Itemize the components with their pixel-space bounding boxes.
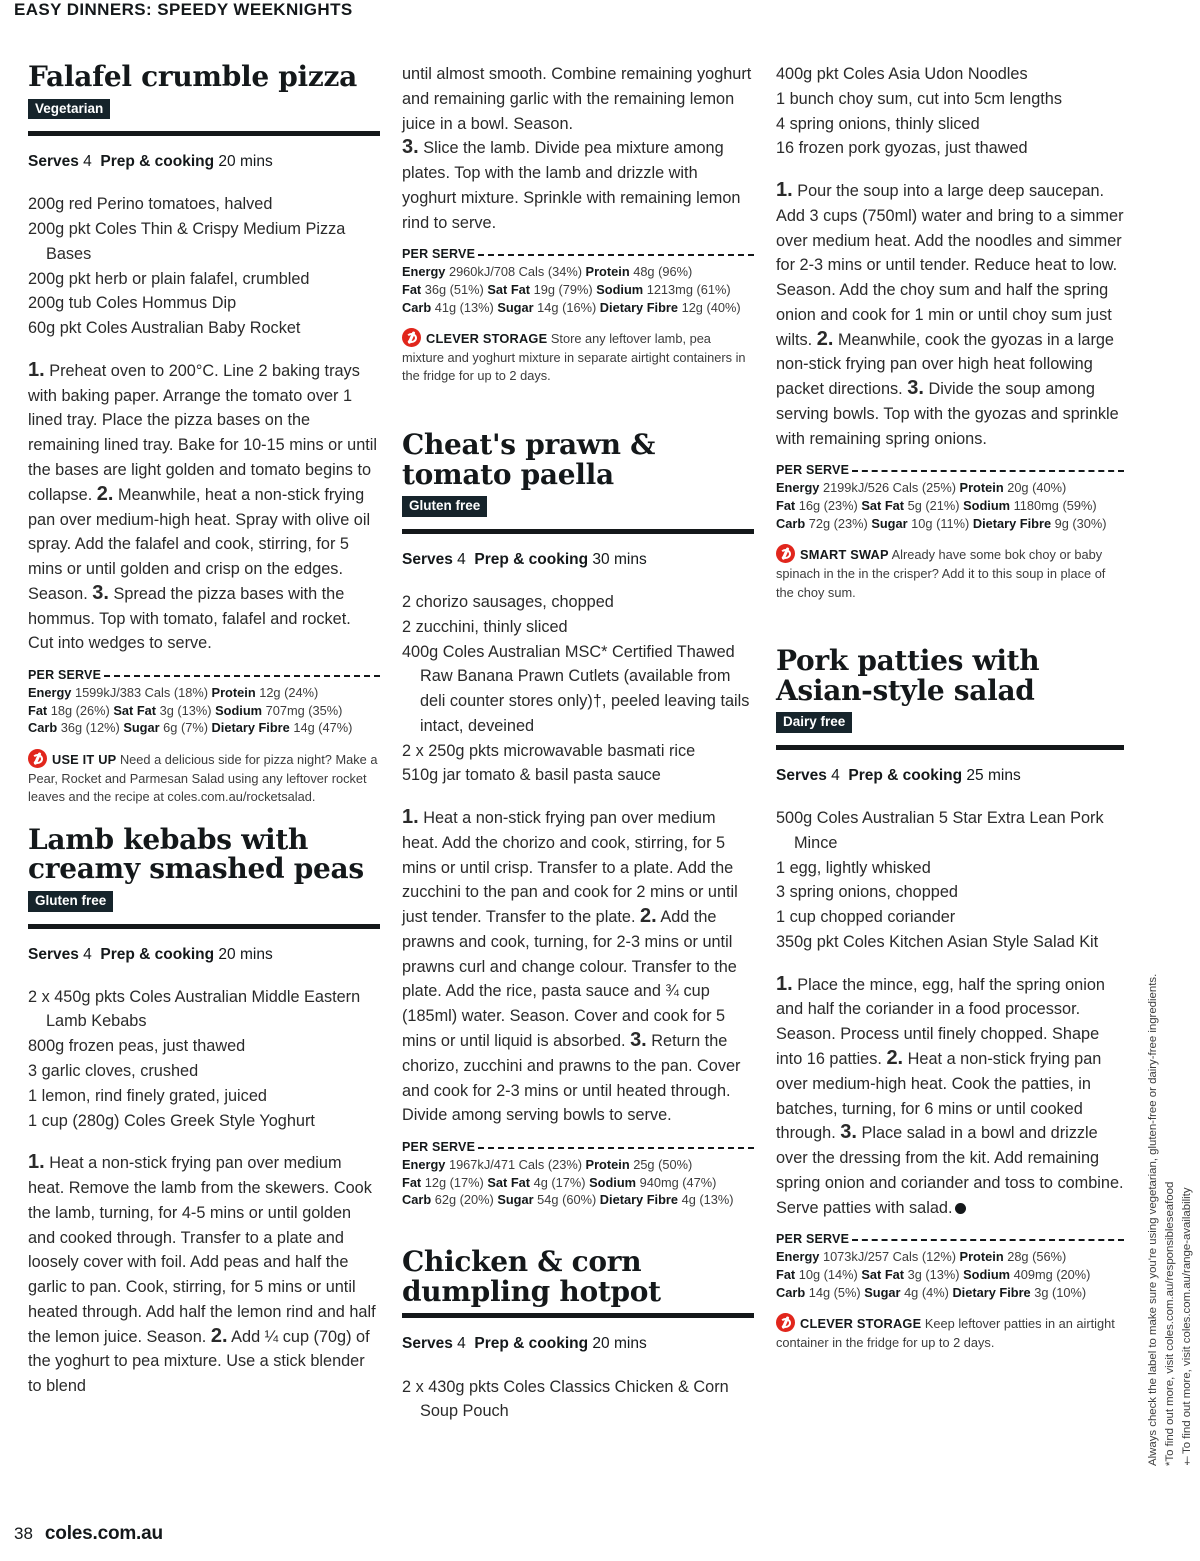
ingredient-item: 400g pkt Coles Asia Udon Noodles	[776, 65, 1028, 83]
column-1	[28, 62, 380, 1442]
per-serve-label: PER SERVE	[776, 1232, 850, 1247]
dashed-rule	[478, 254, 754, 256]
title-rule	[402, 1313, 754, 1318]
tip-use-it-up	[28, 749, 380, 807]
nutrition-panel	[776, 1232, 1124, 1301]
nutrition-row	[402, 1174, 754, 1192]
step-number: 2.	[886, 1046, 904, 1069]
carb-label: Carb	[402, 299, 432, 315]
satfat-value: 4g (17%)	[533, 1174, 586, 1190]
fibre-label: Dietary Fibre	[599, 1192, 679, 1208]
prep-label: Prep & cooking	[100, 153, 215, 171]
ingredient-item: 350g pkt Coles Kitchen Asian Style Salad Kit	[776, 932, 1099, 951]
ingredient-item: 1 cup (280g) Coles Greek Style Yoghurt	[28, 1111, 315, 1130]
step-text: Slice the lamb. Divide pea mixture among plates. Top with the lamb and drizzle with yoghurt mixture. Sprinkle with remaining lemon rind to serve.	[402, 139, 741, 232]
tip-text: Already have some bok choy or baby spinach in the in the crisper? Add it to this soup in place of the choy sum.	[776, 547, 1106, 600]
tip-clever-storage	[776, 1313, 1124, 1352]
recipe-title	[776, 646, 1124, 705]
ingredient-item: 1 bunch choy sum, cut into 5cm lengths	[776, 89, 1062, 108]
step-text: Meanwhile, heat a non-stick frying pan over medium-high heat. Spray with olive oil spray. Add the falafel and cook, stirring, for 5 mins or until golden and crisp on the edges. Season.	[28, 485, 371, 603]
ingredient-item: 200g pkt herb or plain falafel, crumbled	[28, 269, 310, 288]
satfat-value: 3g (13%)	[159, 702, 212, 718]
page-number: 38	[14, 1524, 33, 1543]
hotpot-ingredient-list-continued	[776, 62, 1124, 161]
nutrition-row	[776, 1284, 1124, 1302]
step-text: Heat a non-stick frying pan over medium-high heat. Cook the patties, in batches, turning, for 6 mins or until cooked through.	[776, 1049, 1102, 1143]
protein-label: Protein	[959, 1249, 1004, 1265]
nutrition-header	[28, 668, 380, 682]
fibre-label: Dietary Fibre	[211, 720, 290, 736]
tip-text: Need a delicious side for pizza night? Make a Pear, Rocket and Parmesan Salad using any leftover rocket leaves and the recipe at coles.com.au/rocketsalad.	[28, 752, 378, 805]
satfat-label: Sat Fat	[113, 702, 157, 718]
carb-label: Carb	[28, 720, 58, 736]
ingredient-item: 3 spring onions, chopped	[776, 883, 958, 902]
step-number: 2.	[816, 327, 834, 350]
ingredient-item: 2 x 450g pkts Coles Australian Middle Eastern Lamb Kebabs	[28, 987, 361, 1031]
title-rule	[28, 131, 380, 136]
step-number: 3.	[402, 136, 419, 159]
energy-label: Energy	[402, 264, 446, 280]
nutrition-row	[402, 281, 754, 299]
coles-leaf-icon	[28, 749, 47, 768]
prep-value: 25 mins	[966, 766, 1021, 784]
fibre-value: 14g (47%)	[293, 720, 353, 736]
sodium-label: Sodium	[215, 702, 263, 718]
satfat-label: Sat Fat	[487, 282, 531, 298]
recipe-falafel-crumble-pizza	[28, 62, 380, 807]
protein-value: 12g (24%)	[259, 685, 319, 701]
step-text: Pour the soup into a large deep saucepan. Add 3 cups (750ml) water and bring to a simmer over medium heat. Add the noodles and simmer for 2-3 mins or until tender. Reduce heat to low. Season. Add the choy sum and half the spring onion and cook for 1 min or until choy sum just wilts.	[776, 182, 1124, 349]
recipe-title-line1: Lamb kebabs with	[28, 822, 309, 856]
dashed-rule	[104, 675, 380, 677]
column-3	[776, 62, 1124, 1442]
recipe-title	[402, 1247, 754, 1306]
tip-text: Store any leftover lamb, pea mixture and yoghurt mixture in separate airtight containers in the fridge for up to 2 days.	[402, 331, 746, 384]
sugar-label: Sugar	[871, 515, 908, 531]
carb-value: 14g (5%)	[808, 1284, 861, 1300]
fat-value: 10g (14%)	[798, 1267, 858, 1282]
protein-label: Protein	[211, 685, 256, 701]
step-text: Place salad in a bowl and drizzle over the dressing from the kit. Add remaining spring onion and coriander and toss to combine. Serve patties with salad.	[776, 1124, 1124, 1217]
energy-value: 1967kJ/471 Cals (23%)	[448, 1157, 582, 1173]
tip-text: Keep leftover patties in an airtight container in the fridge for up to 2 days.	[776, 1316, 1115, 1350]
title-rule	[776, 745, 1124, 750]
sugar-value: 6g (7%)	[163, 720, 208, 736]
step-text: Meanwhile, cook the gyozas in a large non-stick frying pan over high heat following packet directions.	[776, 330, 1114, 399]
nutrition-row	[402, 1156, 754, 1174]
protein-label: Protein	[585, 264, 630, 280]
nutrition-row	[776, 497, 1124, 515]
nutrition-row	[28, 684, 380, 702]
ingredient-item: 800g frozen peas, just thawed	[28, 1037, 246, 1056]
fat-value: 12g (17%)	[424, 1174, 484, 1190]
ingredient-item: 3 garlic cloves, crushed	[28, 1062, 199, 1081]
satfat-label: Sat Fat	[861, 1267, 905, 1282]
ingredient-item: 200g red Perino tomatoes, halved	[28, 195, 273, 214]
serves-label: Serves	[28, 153, 79, 171]
ingredient-list	[402, 590, 754, 788]
lamb-method-continued: until almost smooth. Combine remaining yoghurt and remaining garlic with the remaining lemon juice in a bowl. Season.	[402, 65, 752, 133]
method-steps	[402, 806, 754, 1128]
prep-label: Prep & cooking	[848, 766, 963, 784]
recipe-title-line1: Pork patties with	[776, 644, 1040, 678]
ingredient-item: 2 chorizo sausages, chopped	[402, 592, 614, 611]
tip-label: SMART SWAP	[800, 547, 889, 563]
tip-clever-storage	[402, 328, 754, 386]
diet-badge: Gluten free	[402, 496, 487, 517]
step-number: 2.	[210, 1324, 228, 1347]
diet-badge: Vegetarian	[28, 99, 110, 120]
prep-value: 20 mins	[218, 945, 273, 963]
protein-value: 28g (56%)	[1007, 1249, 1067, 1265]
recipe-title	[402, 427, 754, 491]
satfat-value: 3g (13%)	[907, 1267, 960, 1282]
protein-value: 20g (40%)	[1007, 480, 1067, 496]
ingredient-item: 510g jar tomato & basil pasta sauce	[402, 766, 661, 785]
step-number: 1.	[28, 1151, 45, 1174]
recipe-title-line1: Cheat's prawn &	[402, 427, 656, 461]
step-number: 1.	[776, 179, 793, 202]
serves-value: 4	[457, 1335, 466, 1353]
step-text: Add the prawns and cook, turning, for 2-3 mins or until prawns curl and change colour. Transfer to the plate. Add the rice, pasta sauce and ¾ cup (185ml) water. Season. Cover and cook for 5 mins or until liquid is absorbed.	[402, 908, 737, 1050]
carb-value: 36g (12%)	[60, 720, 120, 736]
protein-value: 48g (96%)	[633, 264, 693, 280]
nutrition-row	[776, 1248, 1124, 1266]
step-text: Place the mince, egg, half the spring onion and half the coriander in a food processor. Season. Process until finely chopped. Shape into 16 patties.	[776, 975, 1105, 1068]
energy-label: Energy	[28, 685, 72, 701]
step-number: 3.	[92, 581, 109, 604]
coles-leaf-icon	[776, 544, 795, 563]
fibre-value: 3g (10%)	[1034, 1284, 1087, 1300]
recipe-title-line2: dumpling hotpot	[402, 1274, 661, 1308]
nutrition-row	[776, 1266, 1124, 1284]
carb-value: 62g (20%)	[434, 1192, 494, 1208]
ingredient-item: 200g tub Coles Hommus Dip	[28, 294, 237, 313]
recipe-title-line2: Asian-style salad	[776, 673, 1035, 707]
sugar-label: Sugar	[497, 299, 534, 315]
step-number: 2.	[640, 905, 657, 928]
sodium-value: 707mg (35%)	[265, 702, 343, 718]
nutrition-row	[28, 702, 380, 720]
method-steps	[28, 1151, 380, 1399]
prep-label: Prep & cooking	[100, 945, 215, 963]
satfat-label: Sat Fat	[487, 1174, 531, 1190]
nutrition-row	[402, 1191, 754, 1209]
ingredient-item: 1 lemon, rind finely grated, juiced	[28, 1086, 267, 1105]
ingredient-list	[28, 192, 380, 341]
fibre-value: 12g (40%)	[681, 299, 741, 315]
recipe-chicken-corn-dumpling-hotpot	[402, 1247, 754, 1424]
legal-sidenote	[1145, 846, 1196, 1466]
ingredient-item: 2 zucchini, thinly sliced	[402, 617, 568, 636]
per-serve-label: PER SERVE	[402, 247, 476, 262]
coles-leaf-icon	[402, 328, 421, 347]
method-steps-continued	[402, 136, 754, 235]
title-rule	[28, 924, 380, 929]
nutrition-panel	[28, 668, 380, 737]
step-number: 1.	[402, 806, 419, 829]
serves-line	[776, 766, 1124, 786]
nutrition-row	[776, 479, 1124, 497]
carb-value: 72g (23%)	[808, 515, 868, 531]
coles-leaf-icon	[776, 1313, 795, 1332]
step-text: Heat a non-stick frying pan over medium heat. Add the chorizo and cook, stirring, for 5 mins or until crisp. Transfer to a plate. Add the zucchini to the pan and cook for 2 mins or until just tender. Transfer to the plate.	[402, 809, 738, 927]
ingredient-item: 1 egg, lightly whisked	[776, 858, 931, 877]
tip-smart-swap	[776, 544, 1124, 602]
protein-label: Protein	[959, 480, 1004, 496]
sodium-value: 409mg (20%)	[1013, 1267, 1091, 1282]
prep-label: Prep & cooking	[474, 550, 589, 568]
energy-value: 2199kJ/526 Cals (25%)	[822, 480, 956, 496]
nutrition-panel	[402, 247, 754, 316]
nutrition-header	[402, 247, 754, 261]
recipe-title: Falafel crumble pizza	[28, 60, 357, 93]
prep-label: Prep & cooking	[474, 1335, 589, 1353]
nutrition-header	[776, 1232, 1124, 1246]
fibre-value: 4g (13%)	[681, 1192, 734, 1208]
step-text: Add ¼ cup (70g) of the yoghurt to pea mixture. Use a stick blender to blend	[28, 1327, 370, 1396]
serves-line	[402, 1334, 754, 1354]
nutrition-row	[402, 299, 754, 317]
step-number: 2.	[96, 482, 114, 505]
prep-value: 30 mins	[592, 550, 647, 568]
method-steps	[28, 359, 380, 656]
prep-value: 20 mins	[218, 153, 273, 171]
step-text: Divide the soup among serving bowls. Top with the gyozas and sprinkle with remaining spring onions.	[776, 380, 1119, 448]
per-serve-label: PER SERVE	[402, 1140, 476, 1155]
diet-badge: Dairy free	[776, 712, 852, 733]
energy-label: Energy	[402, 1157, 446, 1173]
sodium-label: Sodium	[589, 1174, 637, 1190]
recipe-pork-patties-asian-salad	[776, 646, 1124, 1352]
recipe-columns	[28, 62, 1148, 1442]
serves-value: 4	[83, 153, 92, 171]
step-text: Return the chorizo, zucchini and prawns to the pan. Cover and cook for 2-3 mins or until heated through. Divide among serving bowls to serve.	[402, 1031, 741, 1125]
fat-value: 36g (51%)	[424, 282, 484, 298]
nutrition-row	[28, 719, 380, 737]
serves-line	[28, 152, 380, 172]
end-of-article-mark	[955, 1203, 966, 1214]
carb-value: 41g (13%)	[434, 299, 494, 315]
ingredient-list	[28, 985, 380, 1134]
sugar-label: Sugar	[123, 720, 160, 736]
fat-label: Fat	[776, 498, 796, 514]
ingredient-item: 60g pkt Coles Australian Baby Rocket	[28, 319, 301, 338]
carb-label: Carb	[776, 515, 806, 531]
sugar-value: 10g (11%)	[911, 515, 970, 531]
fibre-value: 9g (30%)	[1054, 515, 1107, 531]
energy-label: Energy	[776, 480, 820, 496]
dashed-rule	[852, 1239, 1124, 1241]
sodium-label: Sodium	[963, 498, 1011, 514]
sidenote-line-1: Always check the label to make sure you're using vegetarian, gluten-free or dairy-free ingredients.	[1146, 973, 1159, 1466]
fibre-label: Dietary Fibre	[599, 299, 679, 315]
nutrition-header	[402, 1140, 754, 1154]
nutrition-row	[776, 515, 1124, 533]
ingredient-item: 500g Coles Australian 5 Star Extra Lean Pork Mince	[776, 809, 1104, 852]
serves-label: Serves	[28, 945, 79, 963]
fat-label: Fat	[28, 702, 48, 718]
serves-line	[402, 550, 754, 570]
serves-value: 4	[831, 766, 840, 784]
fat-value: 18g (26%)	[50, 702, 110, 718]
method-steps	[776, 179, 1124, 451]
nutrition-panel	[776, 463, 1124, 532]
ingredient-item: 400g Coles Australian MSC* Certified Thawed Raw Banana Prawn Cutlets (available from deli counter stores only)†, peeled leaving tails intact, deveined	[402, 642, 750, 735]
step-text: Preheat oven to 200°C. Line 2 baking trays with baking paper. Arrange the tomato over 1 lined tray. Place the pizza bases on the remaining lined tray. Bake for 10-15 mins or until the bases are light golden and tomato begins to collapse.	[28, 361, 378, 504]
sodium-value: 1213mg (61%)	[646, 282, 731, 298]
dashed-rule	[852, 470, 1124, 472]
title-rule	[402, 529, 754, 534]
fat-value: 16g (23%)	[798, 498, 858, 514]
sugar-value: 4g (4%)	[904, 1284, 949, 1300]
nutrition-panel	[402, 1140, 754, 1209]
sugar-value: 14g (16%)	[537, 299, 597, 315]
protein-label: Protein	[585, 1157, 630, 1173]
recipe-title-line2: tomato paella	[402, 457, 614, 491]
method-steps	[776, 973, 1124, 1221]
sugar-label: Sugar	[497, 1192, 534, 1208]
sugar-value: 54g (60%)	[537, 1192, 597, 1208]
sidenote-line-3: †To find out more, visit coles.com.au/range-availability	[1180, 1187, 1193, 1466]
ingredient-item: 16 frozen pork gyozas, just thawed	[776, 139, 1028, 158]
prep-value: 20 mins	[592, 1335, 647, 1353]
ingredient-list	[402, 1375, 754, 1425]
satfat-label: Sat Fat	[861, 498, 905, 514]
per-serve-label: PER SERVE	[776, 463, 850, 478]
serves-value: 4	[83, 945, 92, 963]
step-number: 3.	[840, 1121, 857, 1144]
recipe-cheats-prawn-tomato-paella	[402, 427, 754, 1209]
fat-label: Fat	[776, 1267, 796, 1282]
fat-label: Fat	[402, 1174, 422, 1190]
recipe-title	[28, 822, 380, 886]
ingredient-list	[776, 806, 1124, 955]
serves-label: Serves	[402, 550, 453, 568]
fat-label: Fat	[402, 282, 422, 298]
step-text: Heat a non-stick frying pan over medium heat. Remove the lamb from the skewers. Cook the lamb, turning, for 4-5 mins or until golden and cooked through. Transfer to a plate and loosely cover with foil. Add peas and half the garlic to pan. Cook, stirring, for 5 mins or until heated through. Add half the lemon rind and half the lemon juice. Season.	[28, 1154, 376, 1346]
diet-badge: Gluten free	[28, 891, 113, 912]
fibre-label: Dietary Fibre	[952, 1284, 1031, 1300]
recipe-title-line1: Chicken & corn	[402, 1245, 642, 1279]
energy-value: 1073kJ/257 Cals (12%)	[822, 1249, 956, 1265]
energy-value: 1599kJ/383 Cals (18%)	[74, 685, 208, 701]
sidenote-line-2: *To find out more, visit coles.com.au/responsibleseafood	[1163, 1181, 1176, 1466]
step-number: 3.	[907, 377, 924, 400]
tip-label: CLEVER STORAGE	[800, 1316, 922, 1332]
step-number: 1.	[28, 358, 45, 381]
per-serve-label: PER SERVE	[28, 668, 102, 683]
step-text: Spread the pizza bases with the hommus. Top with tomato, falafel and rocket. Cut into wedges to serve.	[28, 584, 351, 653]
protein-value: 25g (50%)	[633, 1157, 693, 1173]
nutrition-row	[402, 263, 754, 281]
satfat-value: 19g (79%)	[533, 282, 593, 298]
page-footer	[14, 1523, 163, 1545]
sodium-value: 1180mg (59%)	[1013, 498, 1097, 514]
ingredient-item: 1 cup chopped coriander	[776, 908, 956, 927]
page-kicker: EASY DINNERS: SPEEDY WEEKNIGHTS	[14, 0, 353, 19]
fibre-label: Dietary Fibre	[972, 515, 1052, 531]
sodium-label: Sodium	[963, 1267, 1011, 1282]
serves-value: 4	[457, 550, 466, 568]
sodium-value: 940mg (47%)	[639, 1174, 717, 1190]
recipe-title-line2: creamy smashed peas	[28, 852, 364, 886]
carb-label: Carb	[776, 1284, 806, 1300]
tip-label: CLEVER STORAGE	[426, 331, 548, 347]
step-number: 1.	[776, 972, 793, 995]
satfat-value: 5g (21%)	[907, 498, 960, 514]
step-number: 3.	[630, 1028, 647, 1051]
serves-label: Serves	[402, 1335, 453, 1353]
serves-line	[28, 945, 380, 965]
tip-label: USE IT UP	[52, 752, 117, 768]
site-url: coles.com.au	[44, 1523, 163, 1544]
ingredient-item: 200g pkt Coles Thin & Crispy Medium Pizza Bases	[28, 220, 346, 263]
energy-label: Energy	[776, 1249, 820, 1265]
serves-label: Serves	[776, 766, 827, 784]
sodium-label: Sodium	[596, 282, 644, 298]
ingredient-item: 2 x 250g pkts microwavable basmati rice	[402, 741, 696, 760]
column-2	[402, 62, 754, 1442]
sugar-label: Sugar	[864, 1284, 901, 1300]
recipe-lamb-kebabs	[28, 822, 380, 1399]
carb-label: Carb	[402, 1192, 432, 1208]
ingredient-item: 2 x 430g pkts Coles Classics Chicken & Corn Soup Pouch	[402, 1377, 729, 1421]
energy-value: 2960kJ/708 Cals (34%)	[448, 264, 582, 280]
nutrition-header	[776, 463, 1124, 477]
ingredient-item: 4 spring onions, thinly sliced	[776, 114, 980, 133]
dashed-rule	[478, 1147, 754, 1149]
